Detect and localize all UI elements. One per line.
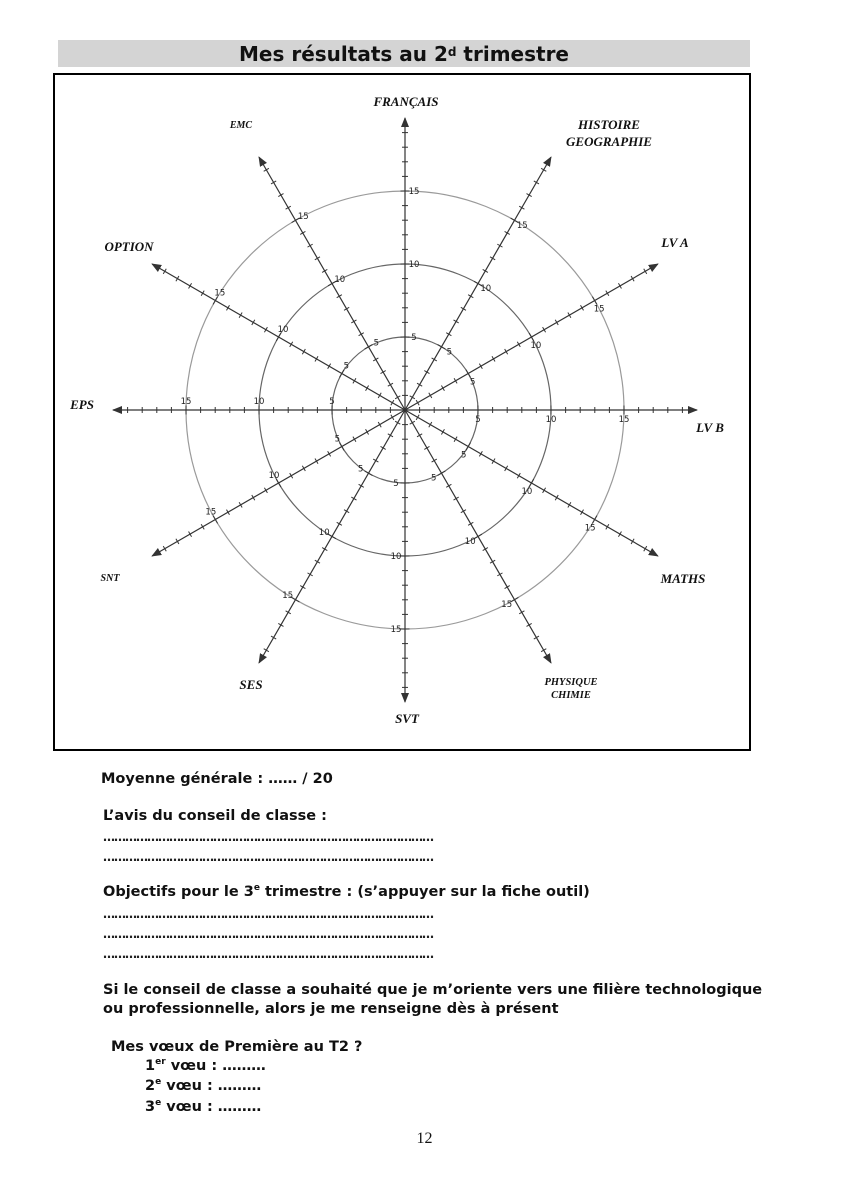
axis-label-snt: SNT <box>100 573 120 584</box>
radar-tick <box>592 516 597 524</box>
radar-tick-label: 10 <box>521 486 533 497</box>
objectifs-line-2[interactable]: ……………………………………………………………………………… <box>103 927 433 941</box>
radar-tick-label: 10 <box>530 340 542 351</box>
radar-tick-label: 15 <box>618 415 630 425</box>
axis-label-option: OPTION <box>104 239 154 254</box>
radar-tick-label: 10 <box>464 536 476 547</box>
radar-tick-label: 5 <box>334 434 340 445</box>
radar-tick-label: 5 <box>357 464 364 475</box>
radar-tick-label: 5 <box>373 338 380 349</box>
axis-label-francais: FRANÇAIS <box>373 94 439 109</box>
title-tail: trimestre <box>456 42 569 66</box>
radar-tick <box>438 471 446 476</box>
avis-line-2[interactable]: ……………………………………………………………………………… <box>103 850 433 864</box>
radar-tick <box>340 443 345 451</box>
voeu-3-num: 3 <box>145 1099 156 1115</box>
radar-tick-label: 5 <box>411 333 417 343</box>
radar-tick-label: 15 <box>180 397 192 407</box>
radar-tick-label: 15 <box>408 187 420 197</box>
radar-tick-label: 5 <box>343 361 349 372</box>
voeu-2[interactable] <box>145 1078 261 1094</box>
axis-label-svt: SVT <box>395 711 419 726</box>
voeu-1[interactable] <box>145 1058 266 1074</box>
page-number: 12 <box>416 1130 433 1147</box>
avis-line-1[interactable]: ……………………………………………………………………………… <box>103 830 433 844</box>
radar-tick-label: 15 <box>584 523 596 534</box>
voeux-title: Mes vœux de Première au T2 ? <box>111 1039 363 1055</box>
conseil-orientation-line-1: Si le conseil de classe a souhaité que je m’oriente vers une filière technologique <box>103 982 763 998</box>
voeu-1-sup: er <box>155 1057 166 1067</box>
axis-label-physique-1: PHYSIQUE <box>544 677 598 688</box>
avis-conseil-label: L’avis du conseil de classe : <box>103 808 327 824</box>
radar-tick-label: 5 <box>329 397 335 407</box>
radar-tick-label: 15 <box>593 304 605 315</box>
radar-tick <box>365 345 373 350</box>
radar-tick-label: 10 <box>277 325 289 336</box>
voeu-3-sup: e <box>155 1098 162 1108</box>
radar-tick-label: 15 <box>516 220 528 231</box>
radar-tick-label: 5 <box>446 347 453 358</box>
radar-tick-label: 10 <box>318 527 330 538</box>
voeu-2-sup: e <box>155 1077 162 1087</box>
radar-tick <box>529 479 534 487</box>
radar-tick <box>529 333 534 341</box>
radar-tick-label: 5 <box>461 450 467 461</box>
objectifs-label <box>103 884 590 900</box>
conseil-orientation-line-2: ou professionnelle, alors je me renseigne dès à présent <box>103 1001 559 1017</box>
radar-tick <box>466 370 471 378</box>
objectifs-pre: Objectifs pour le 3 <box>103 884 254 900</box>
voeu-2-num: 2 <box>145 1078 156 1094</box>
radar-chart-frame <box>53 73 751 751</box>
radar-tick <box>438 345 446 350</box>
radar-tick-label: 5 <box>430 473 437 484</box>
axis-label-emc: EMC <box>229 120 253 131</box>
radar-tick-label: 5 <box>475 415 481 425</box>
radar-tick-label: 15 <box>501 600 513 611</box>
radar-tick-label: 15 <box>297 211 309 222</box>
axis-label-eps: EPS <box>70 397 94 412</box>
voeu-2-text: vœu : ……… <box>161 1078 262 1094</box>
title-main: Mes résultats au 2 <box>239 42 448 66</box>
radar-tick-label: 10 <box>408 260 420 270</box>
radar-tick-label: 5 <box>470 377 476 388</box>
radar-tick-label: 10 <box>480 284 492 295</box>
radar-tick-label: 15 <box>390 625 402 635</box>
objectifs-line-1[interactable]: ……………………………………………………………………………… <box>103 907 433 921</box>
axis-label-histoire-1: HISTOIRE <box>578 117 640 132</box>
axis-label-histoire-2: GEOGRAPHIE <box>566 134 652 149</box>
radar-tick <box>592 297 597 305</box>
voeu-1-num: 1 <box>145 1058 156 1074</box>
axis-label-maths: MATHS <box>660 571 706 586</box>
objectifs-post: trimestre : (s’appuyer sur la fiche outil) <box>259 884 590 900</box>
radar-tick-label: 10 <box>545 415 557 425</box>
radar-tick <box>365 471 373 476</box>
axis-label-ses: SES <box>239 677 263 692</box>
radar-tick-label: 5 <box>393 479 399 489</box>
radar-chart <box>55 75 749 749</box>
axis-label-lvb: LV B <box>696 420 724 435</box>
radar-tick-label: 10 <box>390 552 402 562</box>
voeu-3-text: vœu : ……… <box>161 1099 262 1115</box>
voeu-1-text: vœu : ……… <box>165 1058 266 1074</box>
voeu-3[interactable] <box>145 1099 261 1115</box>
axis-label-lva: LV A <box>661 235 689 250</box>
title-sup: d <box>447 45 457 59</box>
radar-tick-label: 15 <box>205 507 217 518</box>
radar-tick-label: 10 <box>268 471 280 482</box>
moyenne-generale[interactable]: Moyenne générale : …… / 20 <box>101 771 333 787</box>
axis-label-physique-2: CHIMIE <box>551 690 591 701</box>
radar-tick-label: 10 <box>334 275 346 286</box>
radar-tick-label: 15 <box>282 591 294 602</box>
objectifs-line-3[interactable]: ……………………………………………………………………………… <box>103 947 433 961</box>
radar-tick-label: 10 <box>253 397 265 407</box>
radar-tick-label: 15 <box>214 288 226 299</box>
objectifs-sup: e <box>253 883 260 893</box>
page-title <box>58 40 750 67</box>
radar-tick <box>466 443 471 451</box>
